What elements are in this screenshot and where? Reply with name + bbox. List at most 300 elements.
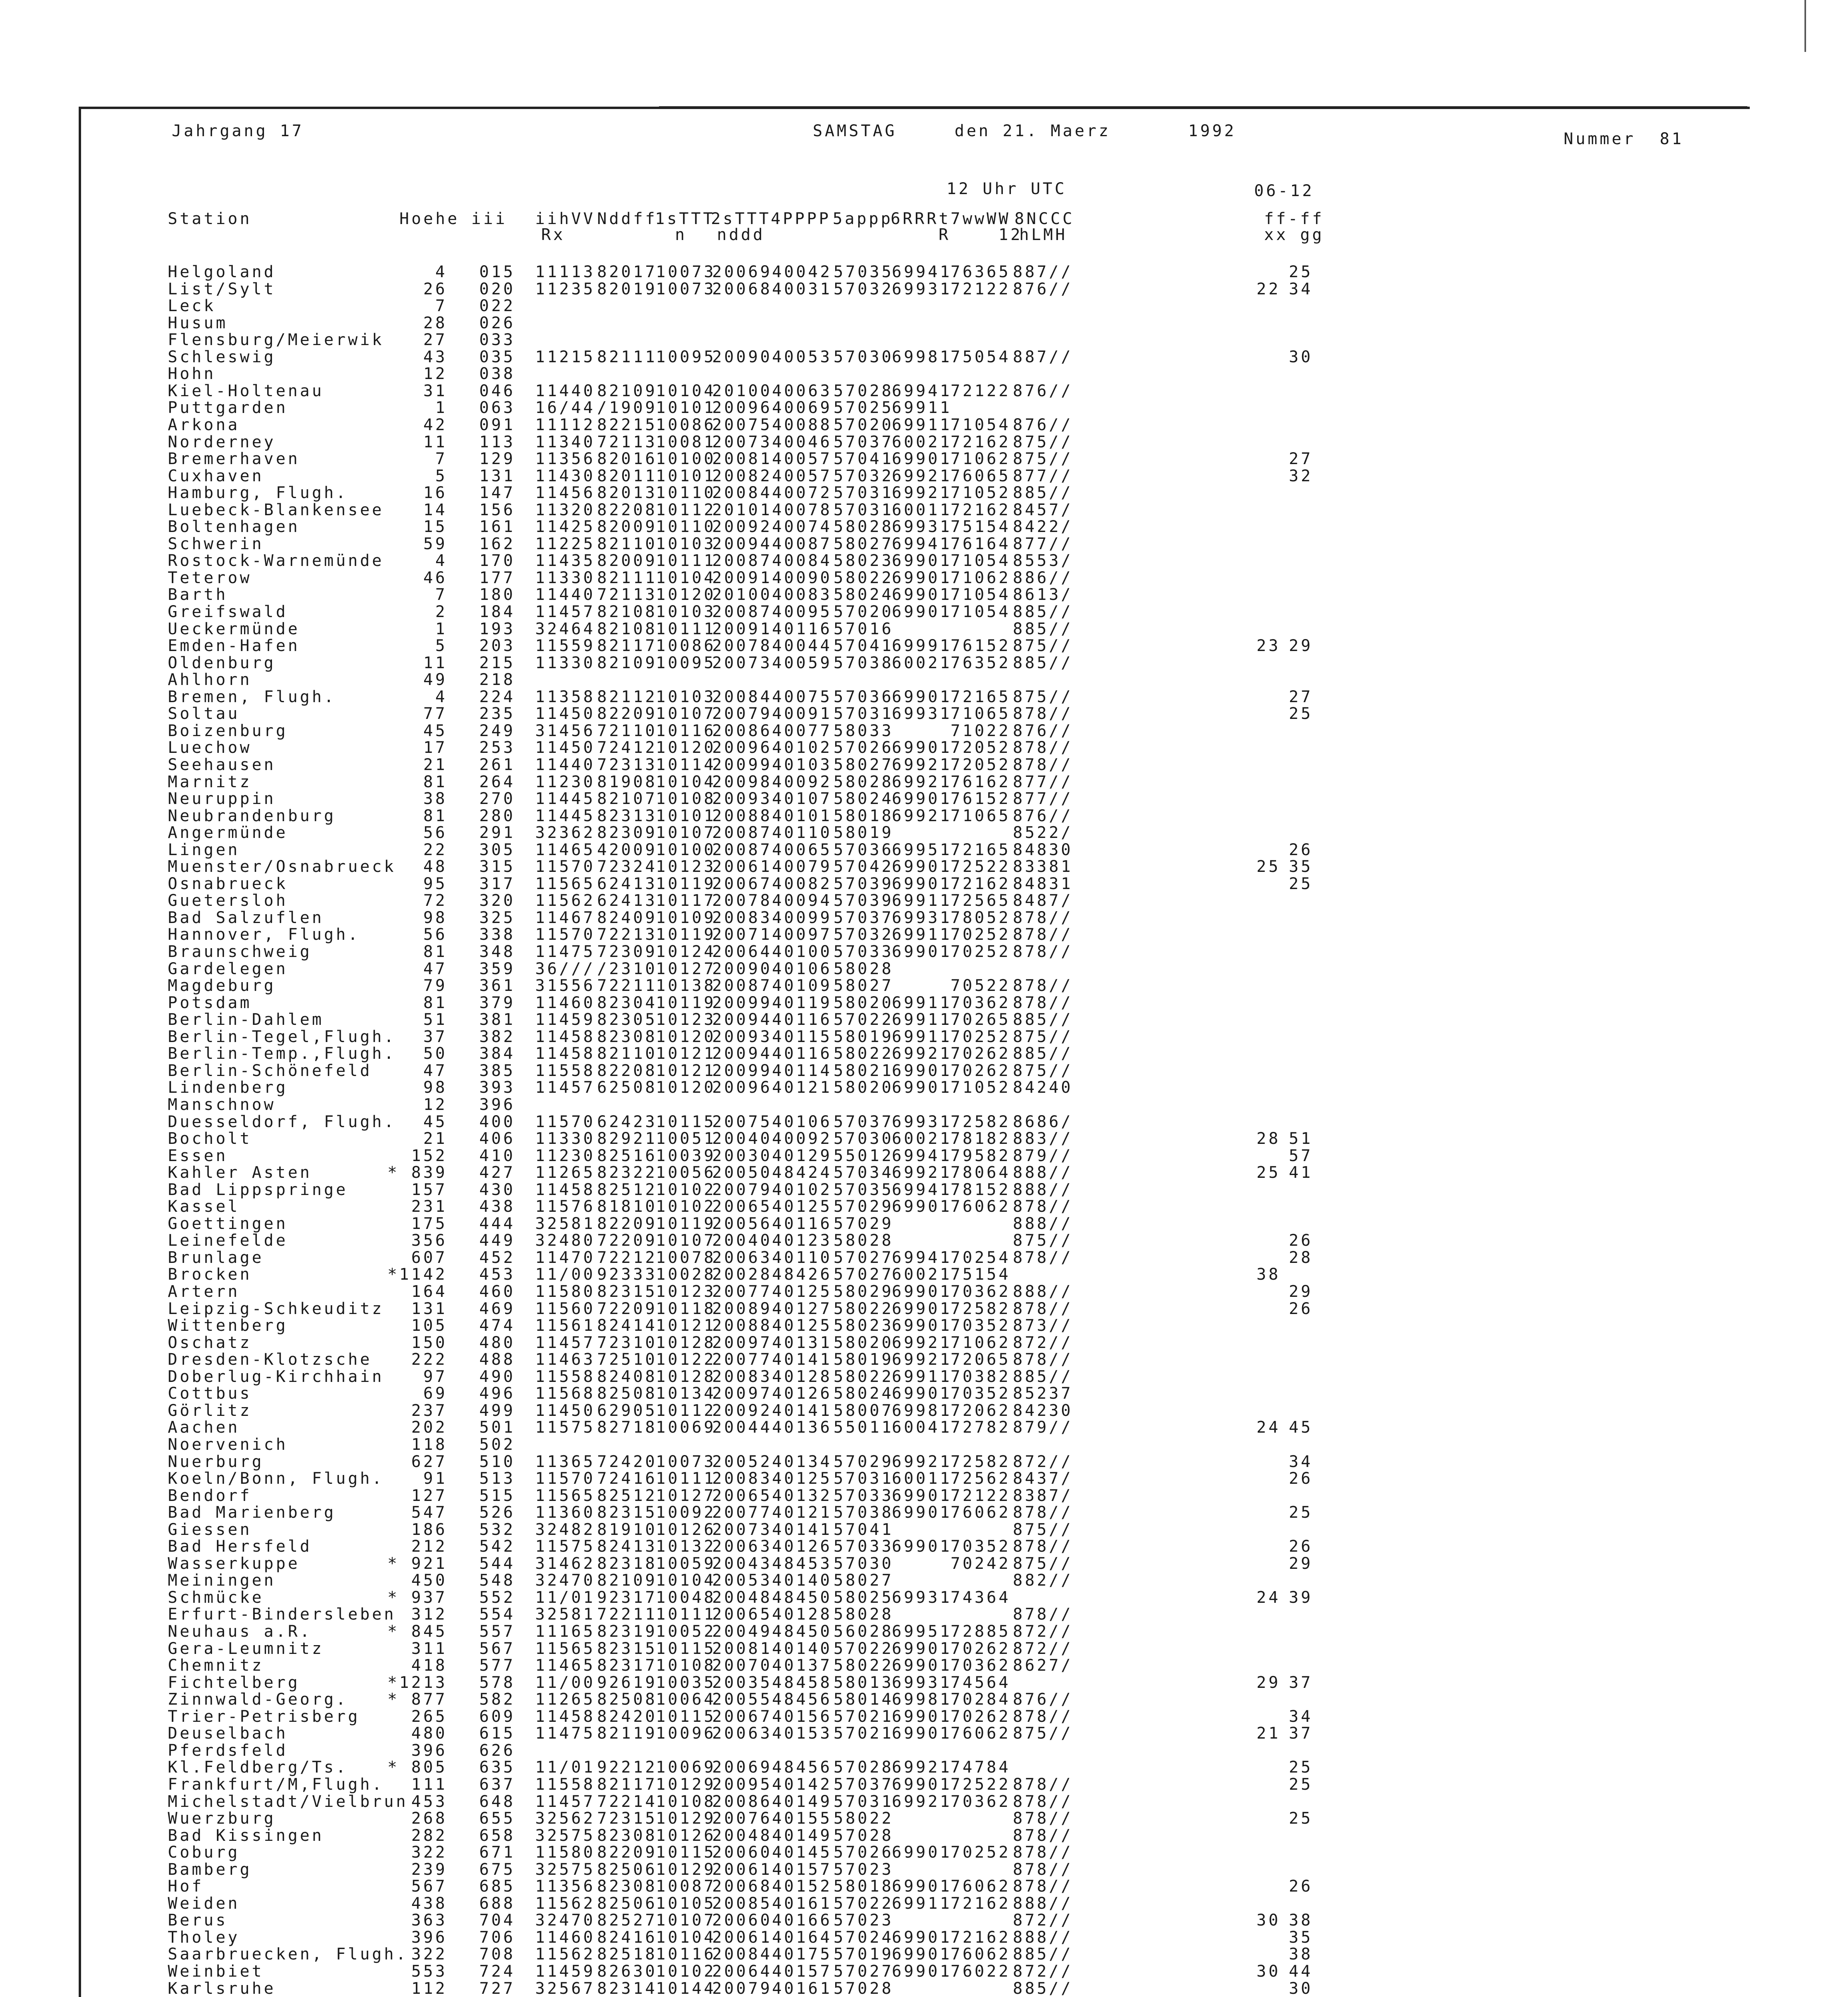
pppp-cell: 40053 — [772, 347, 832, 366]
wwwww-cell: 70352 — [951, 1316, 1011, 1335]
rrrt-cell: 69981 — [892, 1401, 952, 1420]
iii-cell: 129 — [479, 450, 516, 468]
nccc-cell: 876// — [1013, 806, 1073, 825]
sttt2-cell: 20078 — [712, 891, 772, 910]
sttt2-cell: 20096 — [712, 1078, 772, 1097]
ffgg-cell: 35 — [1289, 1928, 1313, 1947]
iii-cell: 685 — [479, 1877, 516, 1896]
station-name: Angermünde — [168, 824, 288, 842]
wwwww-cell: 71022 — [951, 721, 1011, 740]
nccc-cell: 885// — [1013, 1367, 1073, 1386]
nddff-cell: 72211 — [597, 1605, 657, 1624]
wwwww-cell: 71054 — [951, 552, 1011, 570]
sttt2-cell: 20087 — [712, 840, 772, 859]
nccc-cell: 8522/ — [1013, 824, 1073, 842]
iihvv-cell: 11475 — [535, 1724, 595, 1743]
sttt1-cell: 10107 — [656, 705, 716, 723]
wwwww-cell: 71054 — [951, 586, 1011, 604]
pppp-cell: 40092 — [772, 1130, 832, 1148]
iihvv-subheader: Rx — [541, 226, 566, 244]
iii-cell: 688 — [479, 1894, 516, 1913]
appp-cell: 58020 — [834, 1333, 894, 1352]
rrrt-cell: 60021 — [892, 433, 952, 451]
wwwww-cell: 70522 — [951, 977, 1011, 995]
hoehe-cell: 27 — [423, 331, 447, 349]
nddff-cell: 82308 — [597, 1877, 657, 1896]
ffxx-cell: 30 — [1256, 1911, 1281, 1930]
sttt1-cell: 10111 — [656, 552, 716, 570]
station-name: Bremerhaven — [168, 450, 300, 468]
iii-cell: 215 — [479, 653, 516, 672]
sttt1-cell: 10095 — [656, 653, 716, 672]
pppp-cell: 40046 — [772, 433, 832, 451]
station-name: Michelstadt/Vielbrun — [168, 1792, 408, 1811]
nccc-cell: 877// — [1013, 790, 1073, 808]
nddff-cell: 82512 — [597, 1486, 657, 1505]
hoehe-cell: 118 — [411, 1435, 447, 1454]
station-name: Flensburg/Meierwik — [168, 331, 384, 349]
iii-cell: 474 — [479, 1316, 516, 1335]
iihvv-cell: 11575 — [535, 1537, 595, 1556]
station-name: Greifswald — [168, 603, 288, 621]
appp-cell: 57035 — [834, 263, 894, 281]
wwwww-cell: 76062 — [951, 1724, 1011, 1743]
rrrt-cell: 69901 — [892, 1962, 952, 1981]
sttt1-cell: 10121 — [656, 1044, 716, 1063]
hoehe-cell: 363 — [411, 1911, 447, 1930]
hoehe-cell: 45 — [423, 1112, 447, 1131]
iii-cell: 502 — [479, 1435, 516, 1454]
station-name: Husum — [168, 314, 228, 332]
ffgg-cell: 41 — [1289, 1163, 1313, 1182]
hoehe-cell: 202 — [411, 1418, 447, 1437]
hoehe-cell: 105 — [411, 1316, 447, 1335]
appp-cell: 57026 — [834, 738, 894, 757]
iihvv-cell: 11465 — [535, 1656, 595, 1675]
sttt2-cell: 20028 — [712, 1265, 772, 1284]
iii-cell: 675 — [479, 1860, 516, 1879]
rrrt-cell: 69901 — [892, 687, 952, 706]
nccc-cell: 878// — [1013, 993, 1073, 1012]
sttt1-cell: 10118 — [656, 1299, 716, 1318]
hoehe-cell: 4 — [435, 552, 447, 570]
wwwww-cell: 72162 — [951, 500, 1011, 519]
hoehe-cell: 312 — [411, 1605, 447, 1624]
hoehe-cell: 56 — [423, 824, 447, 842]
iii-cell: 203 — [479, 637, 516, 655]
station-name: Hohn — [168, 365, 216, 383]
pppp-cell: 40140 — [772, 1571, 832, 1590]
iihvv-cell: 11/01 — [535, 1588, 595, 1607]
sttt1-cell: 10122 — [656, 1350, 716, 1369]
wwwww-cell: 72582 — [951, 1112, 1011, 1131]
iii-cell: 449 — [479, 1231, 516, 1250]
station-name: Wasserkuppe — [168, 1554, 300, 1573]
rrrt-cell: 69941 — [892, 1248, 952, 1267]
appp-cell: 57031 — [834, 484, 894, 502]
iihvv-cell: 11565 — [535, 874, 595, 893]
rrrt-cell: 69911 — [892, 1027, 952, 1046]
pppp-cell: 40126 — [772, 1384, 832, 1403]
sttt1-cell: 10104 — [656, 772, 716, 791]
nddff-cell: 82322 — [597, 1163, 657, 1182]
sttt2-cell: 20092 — [712, 1401, 772, 1420]
hoehe-column-header: Hoehe — [399, 210, 460, 228]
sttt2-cell: 20089 — [712, 1299, 772, 1318]
nccc-cell: 8387/ — [1013, 1486, 1073, 1505]
sttt2-cell: 20096 — [712, 399, 772, 417]
iihvv-cell: 11580 — [535, 1282, 595, 1301]
nddff-cell: 82016 — [597, 450, 657, 468]
wwwww-cell: 72162 — [951, 1894, 1011, 1913]
nccc-cell: 878// — [1013, 1843, 1073, 1862]
station-name: Schleswig — [168, 347, 276, 366]
station-name: Wuerzburg — [168, 1809, 276, 1828]
station-name: Bad Marienberg — [168, 1503, 336, 1522]
hoehe-cell: 50 — [423, 1044, 447, 1063]
iii-cell: 348 — [479, 943, 516, 961]
appp-cell: 57020 — [834, 415, 894, 434]
wwwww-cell: 76062 — [951, 1503, 1011, 1522]
sttt2-cell: 20079 — [712, 1979, 772, 1997]
sttt1-cell: 10144 — [656, 1979, 716, 1997]
nddff-cell: 82108 — [597, 603, 657, 621]
nddff-cell: 62423 — [597, 1112, 657, 1131]
iihvv-cell: 11457 — [535, 1333, 595, 1352]
wwwww-cell: 72582 — [951, 1452, 1011, 1471]
nccc-cell: 885// — [1013, 619, 1073, 638]
iii-cell: 671 — [479, 1843, 516, 1862]
sttt1-cell: 10111 — [656, 1605, 716, 1624]
ffgg-cell: 37 — [1289, 1673, 1313, 1692]
iihvv-cell: 11459 — [535, 1010, 595, 1029]
nccc-cell: 84230 — [1013, 1401, 1073, 1420]
pppp-cell: 40153 — [772, 1724, 832, 1743]
iii-cell: 544 — [479, 1554, 516, 1573]
appp-cell: 58014 — [834, 1690, 894, 1709]
iii-cell: 406 — [479, 1130, 516, 1148]
station-name: Cuxhaven — [168, 466, 264, 485]
ffgg-cell: 25 — [1289, 1775, 1313, 1794]
iii-cell: 315 — [479, 858, 516, 876]
appp-cell: 57029 — [834, 1452, 894, 1471]
hoehe-cell: 11 — [423, 433, 447, 451]
station-name: Görlitz — [168, 1401, 252, 1420]
pppp-cell: 40125 — [772, 1197, 832, 1216]
nccc-cell: 878// — [1013, 1503, 1073, 1522]
nccc-cell: 878// — [1013, 908, 1073, 927]
iihvv-cell: 11440 — [535, 755, 595, 774]
sttt2-cell: 20052 — [712, 1452, 772, 1471]
iii-cell: 253 — [479, 738, 516, 757]
rrrt-cell: 69901 — [892, 1282, 952, 1301]
date-label: den 21. Maerz — [955, 122, 1111, 140]
station-name: Marnitz — [168, 772, 252, 791]
sttt2-cell: 20075 — [712, 1112, 772, 1131]
iihvv-cell: 11560 — [535, 1299, 595, 1318]
sttt2-cell: 20096 — [712, 738, 772, 757]
sttt2-cell: 20073 — [712, 653, 772, 672]
sttt2-cell: 20095 — [712, 1775, 772, 1794]
station-name: Neuruppin — [168, 790, 276, 808]
sttt2-cell: 20063 — [712, 1724, 772, 1743]
station-name: Leinefelde — [168, 1231, 288, 1250]
sttt2-cell: 20063 — [712, 1537, 772, 1556]
sttt1-cell: 10110 — [656, 484, 716, 502]
hoehe-cell: 1142 — [399, 1265, 447, 1284]
iii-cell: 170 — [479, 552, 516, 570]
wwwww-cell: 72165 — [951, 840, 1011, 859]
appp-cell: 58022 — [834, 1299, 894, 1318]
appp-cell: 57036 — [834, 840, 894, 859]
iii-cell: 162 — [479, 534, 516, 553]
appp-cell: 57026 — [834, 1843, 894, 1862]
hoehe-cell: 81 — [423, 993, 447, 1012]
nddff-column-header: Nddff — [597, 210, 657, 228]
wwwww-cell: 72582 — [951, 1299, 1011, 1318]
hoehe-cell: 69 — [423, 1384, 447, 1403]
sttt2-cell: 20061 — [712, 858, 772, 876]
sttt1-cell: 10107 — [656, 1911, 716, 1930]
nddff-cell: 82408 — [597, 1367, 657, 1386]
pppp-cell: 40077 — [772, 721, 832, 740]
sttt1-cell: 10035 — [656, 1673, 716, 1692]
iihvv-cell: 11565 — [535, 1486, 595, 1505]
sttt1-cell: 10103 — [656, 603, 716, 621]
wwwww-cell: 76152 — [951, 790, 1011, 808]
wwwww-cell: 70262 — [951, 1061, 1011, 1080]
pppp-cell: 40126 — [772, 1537, 832, 1556]
hoehe-cell: 81 — [423, 772, 447, 791]
hoehe-cell: 5 — [435, 637, 447, 655]
nddff-cell: 82309 — [597, 824, 657, 842]
sttt2-cell: 20064 — [712, 943, 772, 961]
pppp-cell: 40128 — [772, 1367, 832, 1386]
ffgg-cell: 45 — [1289, 1418, 1313, 1437]
appp-cell: 57023 — [834, 1911, 894, 1930]
appp-cell: 57022 — [834, 1010, 894, 1029]
iihvv-cell: 11457 — [535, 1792, 595, 1811]
sttt2-cell: 20079 — [712, 1180, 772, 1199]
sttt1-cell: 10039 — [656, 1146, 716, 1165]
nccc-cell: 888// — [1013, 1928, 1073, 1947]
station-name: Soltau — [168, 705, 240, 723]
wwwww-cell: 70362 — [951, 1792, 1011, 1811]
appp-cell: 58013 — [834, 1673, 894, 1692]
iihvv-cell: 31456 — [535, 721, 595, 740]
wwwww-cell: 70252 — [951, 925, 1011, 944]
wwwww-cell: 72052 — [951, 738, 1011, 757]
rrrt-cell: 69901 — [892, 1299, 952, 1318]
hoehe-cell: 627 — [411, 1452, 447, 1471]
pppp-cell: 40114 — [772, 1061, 832, 1080]
pppp-cell: 40152 — [772, 1877, 832, 1896]
appp-cell: 57034 — [834, 1163, 894, 1182]
nddff-cell: 82019 — [597, 280, 657, 298]
station-name: Karlsruhe — [168, 1979, 276, 1997]
sttt2-cell: 20043 — [712, 1554, 772, 1573]
hoehe-cell: 21 — [423, 1130, 447, 1148]
nccc-cell: 878// — [1013, 1775, 1073, 1794]
pppp-cell: 40065 — [772, 840, 832, 859]
iihvv-cell: 11575 — [535, 1418, 595, 1437]
iii-cell: 501 — [479, 1418, 516, 1437]
sttt1-cell: 10112 — [656, 500, 716, 519]
station-name: Bad Lippspringe — [168, 1180, 348, 1199]
iihvv-cell: 11230 — [535, 772, 595, 791]
ffgg-cell: 51 — [1289, 1130, 1313, 1148]
iii-cell: 396 — [479, 1095, 516, 1114]
station-name: Hof — [168, 1877, 204, 1896]
iii-cell: 180 — [479, 586, 516, 604]
sttt1-cell: 10096 — [656, 1724, 716, 1743]
iihvv-cell: 11460 — [535, 1928, 595, 1947]
pppp-cell: 40115 — [772, 1027, 832, 1046]
sttt2-cell: 20094 — [712, 534, 772, 553]
hoehe-cell: 98 — [423, 908, 447, 927]
ffff-column-header: ff-ff — [1264, 210, 1324, 228]
iihvv-cell: 11113 — [535, 263, 595, 281]
station-name: Kiel-Holtenau — [168, 381, 324, 400]
rrrt-cell: 69901 — [892, 1503, 952, 1522]
iihvv-cell: 11450 — [535, 738, 595, 757]
rrrt-cell: 69921 — [892, 755, 952, 774]
sttt1-cell: 10048 — [656, 1588, 716, 1607]
nccc-cell: 888// — [1013, 1282, 1073, 1301]
iii-cell: 526 — [479, 1503, 516, 1522]
iii-cell: 161 — [479, 518, 516, 536]
wwwww-cell: 70262 — [951, 1639, 1011, 1658]
nccc-cell: 872// — [1013, 1639, 1073, 1658]
pppp-cell: 40097 — [772, 925, 832, 944]
rrrt-cell: 69911 — [892, 1894, 952, 1913]
sttt1-cell: 10116 — [656, 721, 716, 740]
iii-cell: 704 — [479, 1911, 516, 1930]
station-name: Barth — [168, 586, 228, 604]
nccc-cell: 875// — [1013, 1554, 1073, 1573]
wwwww-cell: 70284 — [951, 1690, 1011, 1709]
nddff-cell: 72412 — [597, 738, 657, 757]
pppp-cell: 48426 — [772, 1265, 832, 1284]
sttt2-cell: 20090 — [712, 347, 772, 366]
station-name: Schwerin — [168, 534, 264, 553]
sttt1-cell: 10126 — [656, 1826, 716, 1845]
iii-cell: 496 — [479, 1384, 516, 1403]
nddff-cell: 82117 — [597, 1775, 657, 1794]
station-name: Zinnwald-Georg. — [168, 1690, 348, 1709]
sttt1-cell: 10124 — [656, 943, 716, 961]
station-name: List/Sylt — [168, 280, 276, 298]
hoehe-cell: 47 — [423, 959, 447, 978]
wwwww-cell: 72162 — [951, 1928, 1011, 1947]
iii-cell: 577 — [479, 1656, 516, 1675]
hoehe-cell: 937 — [411, 1588, 447, 1607]
wwwww-cell: 71065 — [951, 806, 1011, 825]
station-name: Berlin-Dahlem — [168, 1010, 324, 1029]
rrrt-cell: 69921 — [892, 484, 952, 502]
hoehe-cell: 12 — [423, 1095, 447, 1114]
nccc-column-header: 8NCCC — [1014, 210, 1075, 228]
sttt2-cell: 20087 — [712, 824, 772, 842]
appp-cell: 57037 — [834, 908, 894, 927]
station-name: Teterow — [168, 568, 252, 587]
pppp-cell: 40090 — [772, 568, 832, 587]
iihvv-cell: 31556 — [535, 977, 595, 995]
sttt1-cell: 10105 — [656, 1894, 716, 1913]
nddff-cell: 82315 — [597, 1503, 657, 1522]
station-name: Neuhaus a.R. — [168, 1622, 312, 1641]
iii-cell: 515 — [479, 1486, 516, 1505]
iihvv-cell: 32567 — [535, 1979, 595, 1997]
ffgg-cell: 25 — [1289, 1809, 1313, 1828]
iii-cell: 291 — [479, 824, 516, 842]
pppp-cell: 40149 — [772, 1826, 832, 1845]
hoehe-cell: 48 — [423, 858, 447, 876]
ffgg-cell: 34 — [1289, 1452, 1313, 1471]
sttt2-cell: 20067 — [712, 874, 772, 893]
hoehe-cell: 222 — [411, 1350, 447, 1369]
nccc-cell: 85237 — [1013, 1384, 1073, 1403]
nddff-cell: 82107 — [597, 790, 657, 808]
appp-cell: 57033 — [834, 943, 894, 961]
iii-column-header: iii — [471, 210, 508, 228]
appp-cell: 58028 — [834, 518, 894, 536]
sttt2-cell: 20087 — [712, 552, 772, 570]
station-name: Fichtelberg — [168, 1673, 300, 1692]
nddff-cell: 72209 — [597, 1299, 657, 1318]
ffgg-cell: 28 — [1289, 1248, 1313, 1267]
sttt1-cell: 10086 — [656, 415, 716, 434]
appp-cell: 57019 — [834, 1945, 894, 1964]
wwwww-cell: 72885 — [951, 1622, 1011, 1641]
wwwww-cell: 74564 — [951, 1673, 1011, 1692]
nccc-cell: 885// — [1013, 1979, 1073, 1997]
iii-cell: 184 — [479, 603, 516, 621]
wwwww-cell: 78052 — [951, 908, 1011, 927]
iii-cell: 444 — [479, 1214, 516, 1233]
sttt1-cell: 10115 — [656, 1843, 716, 1862]
sttt1-cell: 10104 — [656, 1928, 716, 1947]
iihvv-cell: 11458 — [535, 1180, 595, 1199]
nccc-cell: 872// — [1013, 1333, 1073, 1352]
hoehe-cell: 418 — [411, 1656, 447, 1675]
iii-cell: 193 — [479, 619, 516, 638]
station-name: Neubrandenburg — [168, 806, 336, 825]
nddff-cell: 72420 — [597, 1452, 657, 1471]
iihvv-cell: 11558 — [535, 1775, 595, 1794]
iii-cell: 706 — [479, 1928, 516, 1947]
iihvv-column-header: iihVV — [535, 210, 595, 228]
hoehe-cell: 396 — [411, 1928, 447, 1947]
iii-cell: 635 — [479, 1758, 516, 1777]
sttt1-cell: 10081 — [656, 433, 716, 451]
appp-cell: 58022 — [834, 1809, 894, 1828]
nddff-cell: 72510 — [597, 1350, 657, 1369]
sttt2-cell: 20087 — [712, 603, 772, 621]
sttt2-cell: 20071 — [712, 925, 772, 944]
pppp-cell: 40125 — [772, 1316, 832, 1335]
nddff-cell: 92317 — [597, 1588, 657, 1607]
hoehe-cell: 450 — [411, 1571, 447, 1590]
hoehe-cell: 1 — [435, 399, 447, 417]
nccc-cell: 875// — [1013, 1724, 1073, 1743]
pppp-cell: 40091 — [772, 705, 832, 723]
nccc-cell: 888// — [1013, 1214, 1073, 1233]
station-name: Puttgarden — [168, 399, 288, 417]
sttt2-cell: 20092 — [712, 518, 772, 536]
iii-cell: 091 — [479, 415, 516, 434]
hoehe-cell: 1213 — [399, 1673, 447, 1692]
